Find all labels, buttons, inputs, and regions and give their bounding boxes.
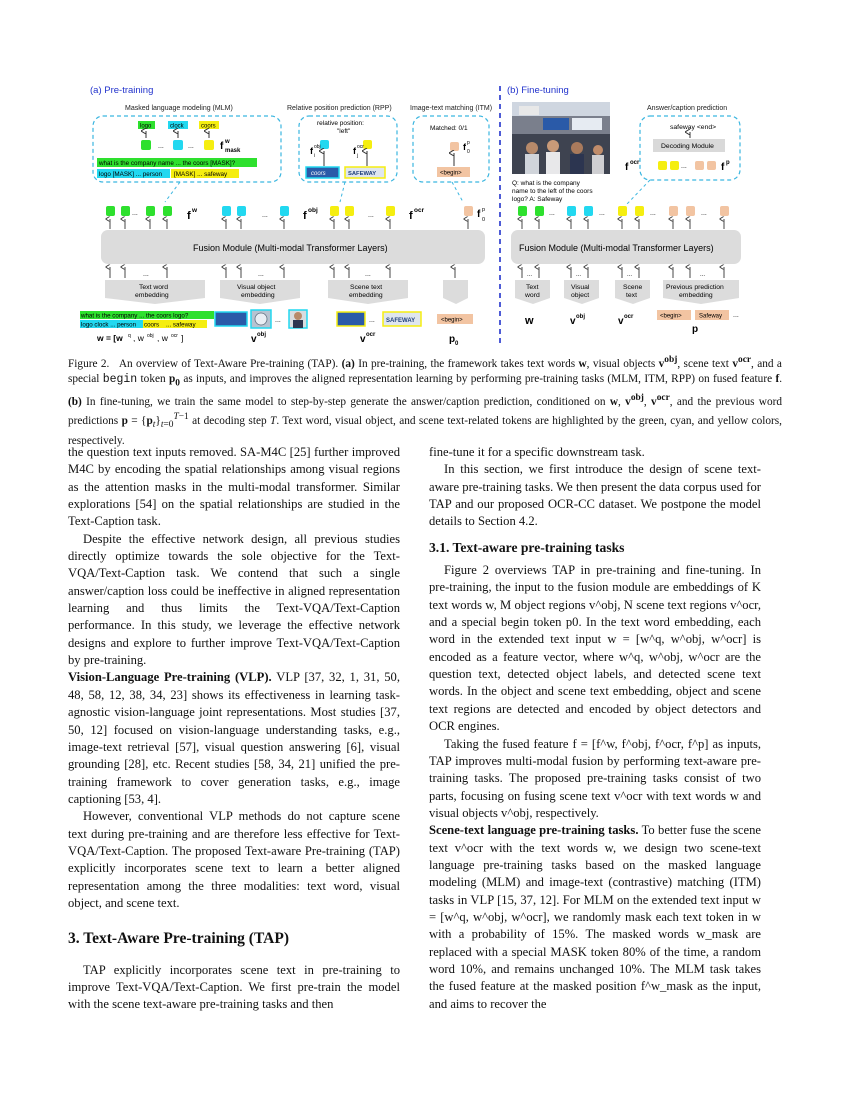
svg-text:coors: coors (144, 321, 160, 329)
figure-2 (75, 82, 775, 348)
svg-text:<begin>: <begin> (660, 313, 682, 320)
mlm-token-logo: logo (140, 123, 152, 130)
ft-qa-line1: Q: what is the company (512, 180, 580, 187)
svg-text:Visual object: Visual object (237, 284, 276, 291)
svg-text:0: 0 (455, 341, 459, 347)
svg-text:w: w (225, 139, 230, 145)
svg-text:f: f (310, 146, 313, 156)
label-vocr: v (360, 334, 366, 345)
svg-text:...: ... (549, 210, 555, 217)
svg-text:ocr: ocr (624, 314, 634, 320)
svg-text:f: f (187, 210, 191, 222)
svg-text:obj: obj (147, 333, 154, 339)
svg-text:Safeway: Safeway (699, 313, 723, 320)
svg-text:f: f (625, 162, 629, 173)
ft-qa-line3: logo? A: Safeway (512, 196, 563, 203)
mlm-token-coors: coors (201, 123, 216, 130)
svg-text:Text: Text (526, 284, 539, 291)
svg-text:...: ... (627, 272, 633, 278)
svg-text:obj: obj (576, 314, 585, 320)
svg-text:Text word: Text word (139, 284, 169, 291)
svg-text:...: ... (132, 210, 138, 217)
svg-text:obj: obj (308, 207, 318, 214)
svg-text:object: object (571, 292, 590, 299)
svg-text:f: f (477, 209, 481, 220)
left-para-4: However, conventional VLP methods do not capture scene text during pre-training and are therefore less effective for Text-VQA/Text-Caption. The proposed Text-aware Pre-training (TAP) explicitly incorporates scene text to learn a better aligned representation among the three modalities: text word, visual object, and scene text. (68, 809, 400, 910)
svg-text:...: ... (258, 271, 264, 278)
rpp-text: relative position: (317, 120, 364, 127)
mlm-fmask: f (220, 141, 224, 152)
svg-text:w: w (192, 207, 198, 214)
svg-text:Scene: Scene (623, 284, 643, 291)
finetune-feature-row (518, 206, 729, 217)
acp-title: Answer/caption prediction (647, 105, 728, 112)
svg-text:...: ... (701, 210, 707, 217)
svg-text:"left": "left" (337, 128, 351, 135)
svg-text:f: f (409, 210, 413, 222)
ft-label-vocr: v (618, 316, 624, 327)
svg-text:Scene text: Scene text (350, 284, 383, 291)
right-para-4: Taking the fused feature f = [f^w, f^obj, f^ocr, f^p] as inputs, TAP improves multi-modal fusion by performing text-aware pre-training tasks. The proposed pre-training tasks consist of two parts, focusing on fusing scene text v^ocr with text words w and visual objects v^obj, respectively. (429, 736, 761, 820)
ft-label-vobj: v (570, 316, 576, 327)
svg-text:obj: obj (314, 144, 321, 150)
figure-caption: Figure 2. An overview of Text-Aware Pre-training (TAP). (a) In pre-training, the framework takes text words w, visual objects $v^{obj}$, scene text $v^{ocr}$, and a special begin token $p_0$ as inputs, and improves the aligned representation learning by performing pre-training tasks (MLM, ITM, RPP) on fused feature f. (b) In fine-tuning, we train the same model to step-by-step generate the answer/caption prediction, conditioned on w, $v^{obj}$, $v^{ocr}$, and the previous word predictions $p = \{p_t\}_{t=0}^{T-1}$ at decoding step T. Text word, visual object, and scene text-related tokens are highlighted by the green, cyan, and yellow colors, respectively. (68, 355, 783, 447)
ocr-crop-coors (337, 312, 365, 326)
mlm-ocr: [MASK] ... safeway (174, 171, 228, 178)
rpp-safeway-crop: SAFEWAY (348, 171, 377, 177)
svg-text:i: i (314, 153, 316, 159)
svg-text:p: p (482, 207, 486, 213)
svg-text:0: 0 (467, 149, 470, 155)
svg-text:ocr: ocr (630, 160, 640, 166)
right-column (429, 444, 761, 1013)
svg-text:SAFEWAY: SAFEWAY (386, 318, 416, 324)
left-para-5: TAP explicitly incorporates scene text in pre-training to improve Text-VQA/Text-Caption. We first pre-train the model with the scene text-aware pre-training tasks and then (68, 962, 400, 1012)
mlm-question: what is the company name ... the coors [MASK]? (99, 160, 236, 167)
svg-text:Decoding Module: Decoding Module (661, 143, 714, 150)
svg-text:ocr: ocr (414, 207, 425, 214)
svg-text:ocr: ocr (357, 144, 364, 150)
svg-text:, w: , w (157, 333, 168, 343)
svg-text:...: ... (262, 212, 268, 219)
svg-text:...: ... (599, 210, 605, 217)
ft-output: safeway <end> (670, 124, 717, 131)
svg-text:... safeway: ... safeway (166, 321, 196, 329)
svg-text:...: ... (158, 143, 164, 150)
svg-text:embedding: embedding (241, 292, 275, 299)
svg-text:f: f (303, 210, 307, 222)
pretrain-feature-row (106, 206, 485, 223)
left-para-1: the question text inputs removed. SA-M4C [25] further improved M4C by encoding the spatial relationships among visual regions as the attention masks in the multi-modal transformer. Similar explorations [54] on the spatial relationships are studied in the Text-Caption task. (68, 445, 400, 529)
input-objects: logo clock ... person (81, 321, 137, 329)
svg-text:f: f (463, 142, 466, 152)
right-para-1: fine-tune it for a specific downstream task. (429, 445, 645, 459)
svg-text:p: p (726, 160, 730, 166)
label-vobj: v (251, 334, 257, 345)
svg-text:...: ... (700, 272, 706, 278)
svg-text:ocr: ocr (366, 332, 376, 338)
svg-text:embedding: embedding (679, 292, 713, 299)
svg-text:Visual: Visual (571, 284, 590, 291)
svg-text:...: ... (188, 143, 194, 150)
svg-text:...: ... (275, 317, 281, 324)
svg-text:...: ... (681, 163, 687, 170)
svg-text:obj: obj (257, 332, 266, 338)
svg-text:...: ... (650, 210, 656, 217)
pretrain-label: (a) Pre-training (90, 85, 154, 96)
ft-qa-line2: name to the left of the coors (512, 188, 593, 195)
section-3-heading: 3. Text-Aware Pre-training (TAP) (68, 930, 289, 948)
svg-text:embedding: embedding (135, 292, 169, 299)
svg-text:...: ... (368, 212, 374, 219)
svg-text:...: ... (576, 272, 582, 278)
svg-text:f: f (353, 146, 356, 156)
svg-text:j: j (357, 153, 359, 159)
svg-text:...: ... (733, 312, 739, 319)
left-para-2: Despite the effective network design, all previous studies directly optimize towards the sole objective for the Text-VQA/Text-Caption task. We contend that such a single answer/caption loss could be ineffective in aligned representation learning and thus limits the Text-VQA/Text-Caption performance. In this study, we leverage the effective network designs and explore to further improve Text-VQA/Text-Caption by pre-training. (68, 531, 400, 668)
itm-title: Image-text matching (ITM) (410, 105, 493, 112)
svg-text:]: ] (181, 333, 184, 343)
finetune-label: (b) Fine-tuning (507, 85, 569, 96)
mlm-token-clock: clock (170, 123, 184, 130)
svg-text:embedding: embedding (349, 292, 383, 299)
svg-text:<begin>: <begin> (441, 317, 463, 324)
input-question: what is the company ... the coors logo? (81, 312, 189, 320)
itm-matched: Matched: 0/1 (430, 125, 468, 132)
label-p0: p (449, 334, 456, 345)
svg-text:...: ... (527, 272, 533, 278)
svg-text:ocr: ocr (171, 333, 178, 339)
rpp-coors-crop: coors (311, 171, 326, 177)
svg-text:...: ... (369, 317, 375, 324)
left-para-3: Vision-Language Pre-training (VLP). VLP [37, 32, 1, 31, 50, 48, 58, 12, 38, 34, 23] shows its effectiveness in learning task-agnostic vision-language joint representations. Most studies [37, 50, 12] focused on vision-language understanding tasks, e.g., image-text retrieval [57], visual question answering [6], visual grounding [28], etc. Recent studies [58, 34, 21] unified the pre-training framework to cover generation tasks, e.g., image captioning [53, 4]. (68, 670, 400, 806)
mlm-objects: logo [MASK] ... person (99, 171, 162, 178)
svg-text:p: p (467, 140, 470, 146)
section-3-1-heading: 3.1. Text-aware pre-training tasks (429, 539, 625, 555)
svg-text:text: text (626, 292, 637, 299)
svg-text:...: ... (143, 271, 149, 278)
itm-begin-token: <begin> (440, 170, 462, 177)
right-para-5: Scene-text language pre-training tasks. To better fuse the scene text v^ocr with the text words w, we design two scene-text language pre-training tasks based on the masked language modeling (MLM) and image-text (contrastive) matching (ITM) tasks in VLP [15, 37, 12]. For MLM on the extended text input w = [w^q, w^obj, w^ocr], we randomly mask each text token in w with a probability of 15%. The masked words w_mask are replaced with a special MASK token 80% of the time, a random word 10%, and remains unchanged 10%. The MLM task takes the fused feature at the masked position f^w_mask as the input, and aims to recover the (429, 823, 762, 1011)
svg-text:q: q (128, 333, 131, 339)
right-para-2: In this section, we first introduce the design of scene text-aware pre-training tasks. We then present the data corpus used for TAP and our proposed OCR-CC dataset. We postpone the model details to Section 4.2. (429, 462, 761, 529)
object-crop-logo (215, 312, 247, 326)
ft-label-p: p (692, 324, 699, 335)
begin-embedding (443, 280, 468, 304)
svg-text:Previous prediction: Previous prediction (666, 284, 724, 291)
svg-text:f: f (721, 162, 725, 173)
svg-text:mask: mask (225, 148, 241, 154)
fusion-label-finetune: Fusion Module (Multi-modal Transformer Layers) (519, 243, 714, 253)
svg-text:0: 0 (482, 217, 486, 223)
label-w: w = [w (97, 333, 123, 343)
ft-label-w: w (525, 315, 534, 327)
fusion-label-pretrain: Fusion Module (Multi-modal Transformer Layers) (193, 243, 388, 253)
svg-text:...: ... (365, 271, 371, 278)
right-para-3: Figure 2 overviews TAP in pre-training and fine-tuning. In pre-training, the input to the fusion module are embeddings of K text words w, M object regions v^obj, N scene text regions v^ocr, and a special begin token p0. In the text word embedding, each word in the extended text input w = [w^q, w^obj, w^ocr] is encoded as a feature vector, where w^q, w^obj, w^ocr are the question text, detected object labels, and detected scene text words. In the object and scene text embedding, object and scene text regions are detected and encoded by object detectors and OCR engines. (429, 563, 761, 734)
mlm-title: Masked language modeling (MLM) (125, 105, 233, 112)
rpp-title: Relative position prediction (RPP) (287, 105, 392, 112)
left-column (68, 444, 400, 1014)
svg-text:word: word (525, 292, 540, 299)
svg-text:, w: , w (133, 333, 144, 343)
